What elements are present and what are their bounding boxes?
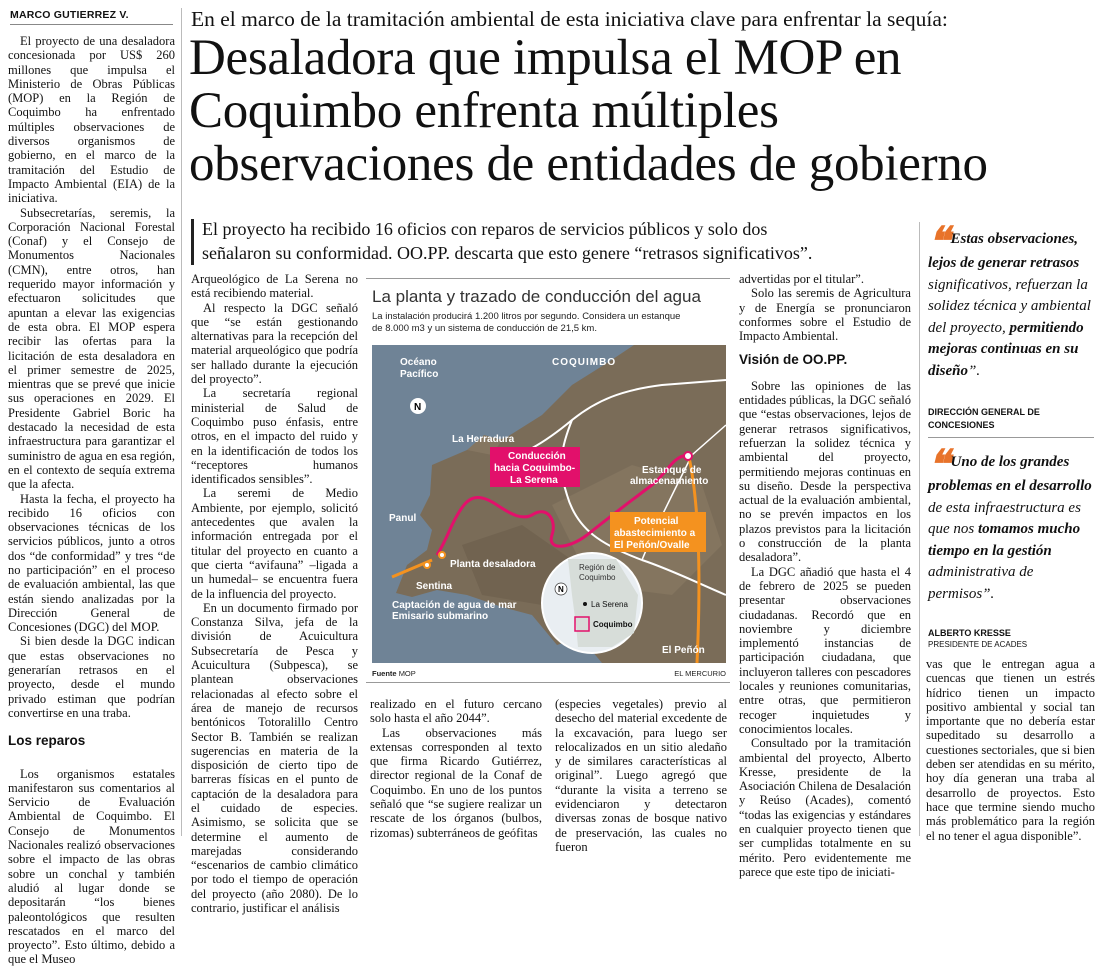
map-infographic xyxy=(366,278,730,685)
deck-line: El proyecto ha recibido 16 oficios con reparos de servicios públicos y solo dos xyxy=(202,219,768,239)
inset-region-label: Coquimbo xyxy=(579,573,616,582)
plant-marker xyxy=(439,552,445,558)
headline xyxy=(189,32,1099,191)
sentina-label: Sentina xyxy=(416,581,453,592)
deck-bar xyxy=(191,219,194,265)
headline-line: Desaladora que impulsa el MOP en xyxy=(189,30,902,86)
col5-lead: advertidas por el titular”. xyxy=(739,272,864,286)
pull-quote-2: ❝ Uno de los grandes problemas en el desarrollo de esta infraestructura es que nos tomamos mucho tiempo en la gestión administrativa de permisos”. xyxy=(928,442,1092,602)
col6-lead: vas que le entregan agua a cuencas que tienen un estrés hídrico tienen un impacto positivo ambiental y social tan importante que no debería estar supeditado su desarrollo a cuestiones sectoriales, que si bien deben ser atendidas en su mérito, hoy día generan una traba al desarrollo de proyectos. Esto hace que termine siendo mucho más problemático para la región el no tener el agua disponible”. xyxy=(926,657,1095,843)
supply-label: abastecimiento a xyxy=(614,528,696,539)
ocean-label: Océano xyxy=(400,357,437,368)
herradura-label: La Herradura xyxy=(452,434,515,445)
quote-2-source: ALBERTO KRESSE PRESIDENTE DE ACADES xyxy=(928,628,1028,649)
subhead-reparos: Los reparos xyxy=(8,733,86,749)
inset-coquimbo-label: Coquimbo xyxy=(593,620,633,629)
map-caption: La instalación producirá 1.200 litros por segundo. Considera un estanque de 8.000 m3 y un sistema de conducción de 21,5 km. xyxy=(372,311,681,334)
ocean-label: Pacífico xyxy=(400,369,439,380)
map-graphic xyxy=(372,345,726,663)
col5-paragraph: Solo las seremis de Agricultura y de Energía se pronunciaron conformes sobre el Estudio de Impacto Ambiental. xyxy=(739,286,911,344)
col4-lead: (especies vegetales) previo al desecho del material excedente de la excavación, para luego ser relocalizados en un sitio aledaño y de similares características al original”. Luego agregó que “durante la visita a terreno se evidenciaron y detectaron diversas zonas de bosque nativo de preservación, las cuales no fueron xyxy=(555,697,727,854)
intake-label: Captación de agua de mar xyxy=(392,600,517,611)
intake-marker xyxy=(424,562,430,568)
inset-serena-label: La Serena xyxy=(591,600,628,609)
byline-rule xyxy=(10,24,173,25)
col1-paragraph: Hasta la fecha, el proyecto ha recibido 16 oficios con observaciones técnicas de los servicios públicos, junto a otros dos “de conformidad” y tres “de no participación” en el proceso de evaluación ambiental, las que están siendo analizadas por la Dirección General de Concesiones (DGC) del MOP. xyxy=(8,491,175,635)
plant-label: Planta desaladora xyxy=(450,559,536,570)
quote-mark-icon: ❝ xyxy=(928,219,947,264)
subhead-vision: Visión de OO.PP. xyxy=(739,352,848,368)
tank-marker xyxy=(684,452,692,460)
col1-paragraph: Los organismos estatales manifestaron sus comentarios al Servicio de Evaluación Ambiental de Coquimbo. El Consejo de Monumentos Nacionales realizó observaciones sobre el impacto de las obras sobre un conchal y también aludió al lugar donde se depositarán “los bienes paleontológicos que resulten rescatados en el marco del proyecto”. Esto último, debido a que el Museo xyxy=(8,766,175,967)
col1-paragraph: Subsecretarías, seremis, la Corporación Nacional Forestal (Conaf) y el Consejo de Monumentos Nacionales (CMN), entre otros, han requerido mayor información y efectuaron solicitudes que apuntan a elevar las exigencias de esta obra. El MOP espera recibir las ofertas para la licitación de esta desaladora en el primer semestre de 2025, mientras que se prevé que inicie sus operaciones en 2029. El Presidente Gabriel Boric ha destacado la necesidad de esta infraestructura para garantizar el suministro de agua en esa región, en el contexto de sequía extrema que la afecta. xyxy=(8,205,175,492)
column-6 xyxy=(926,657,1095,843)
headline-line: observaciones de entidades de gobierno xyxy=(189,136,988,192)
col5-paragraph: La DGC añadió que hasta el 4 de febrero de 2025 se pueden presentar observaciones ciudadanas. Recordó que en noviembre y diciembre implementó instancias de participación ciudadana, que incluyeron talleres con pescadores locales y reuniones comunitarias, entre otras, que permitieron recoger inquietudes y conocimientos locales. xyxy=(739,564,911,736)
pull-quote-1: ❝ Estas observaciones, lejos de generar retrasos significativos, refuerzan la solidez técnica y ambiental del proyecto, permitiendo mejoras continuas en su diseño”. xyxy=(928,219,1091,379)
supply-label: El Peñón/Ovalle xyxy=(614,540,690,551)
map-top-rule xyxy=(366,278,730,279)
quote-divider xyxy=(928,437,1094,438)
inset-north-label: N xyxy=(558,585,564,594)
kicker: En el marco de la tramitación ambiental de esta iniciativa clave para enfrentar la sequía: xyxy=(191,7,948,31)
supply-label: Potencial xyxy=(634,516,679,527)
quote-1-source: DIRECCIÓN GENERAL DE CONCESIONES xyxy=(928,407,1040,430)
map-source: Fuente MOP xyxy=(372,669,416,678)
col2-paragraph: La seremi de Medio Ambiente, por ejemplo, solicitó antecedentes que avalen la información entregada por el titular del proyecto en cuanto a que cierta “avifauna” –ligada a un humedal– se encuentra fuera de la influencia del proyecto. xyxy=(191,486,358,601)
col2-lead: Arqueológico de La Serena no está recibiendo material. xyxy=(191,272,358,301)
map-title: La planta y trazado de conducción del agua xyxy=(372,287,701,306)
column-3 xyxy=(370,697,542,840)
deck-line: señalaron su conformidad. OO.PP. descarta que esto genere “retrasos significativos”. xyxy=(202,243,813,263)
panul-label: Panul xyxy=(389,513,417,524)
column-2 xyxy=(191,272,358,915)
column-rule xyxy=(919,222,920,836)
conduction-label: Conducción xyxy=(508,451,566,462)
inset-region-label: Región de xyxy=(579,563,616,572)
col3-paragraph: Las observaciones más extensas corresponden al texto que firma Ricardo Gutiérrez, director regional de la Conaf de Coquimbo. En uno de los puntos señaló que “se sugiere realizar un rescate de los órganos (bulbos, rizomas) subterráneos de geófitas xyxy=(370,725,542,840)
conduction-label: La Serena xyxy=(510,475,558,486)
tank-label: Estanque de xyxy=(642,465,702,476)
col2-paragraph: La secretaría regional ministerial de Salud de Coquimbo puso énfasis, entre otros, en el impacto del ruido y en la identificación de todos los “receptores humanos identificados sensibles”. xyxy=(191,386,358,487)
col2-paragraph: Al respecto la DGC señaló que “se están gestionando alternativas para la recepción del material arqueológico que podría ser hallado durante la ejecución del proyecto”. xyxy=(191,300,358,387)
byline: MARCO GUTIERREZ V. xyxy=(10,9,129,21)
penon-label: El Peñón xyxy=(662,645,705,656)
map-credit: EL MERCURIO xyxy=(674,669,726,678)
tank-label: almacenamiento xyxy=(630,476,709,487)
quote-mark-icon: ❝ xyxy=(928,442,947,487)
conduction-label: hacia Coquimbo- xyxy=(494,463,576,474)
region-label: COQUIMBO xyxy=(552,357,617,368)
deck xyxy=(202,217,912,265)
col5-paragraph: Consultado por la tramitación ambiental del proyecto, Alberto Kresse, presidente de la Asociación Chilena de Desalación y Reúso (Acades), comentó “todas las exigencias y estándares en cualquier proyecto tienen que ser cumplidas totalmente en su mérito. Pero evidentemente me parece que este tipo de iniciati- xyxy=(739,736,911,879)
column-1 xyxy=(8,34,175,967)
north-label: N xyxy=(414,402,422,413)
col1-paragraph: El proyecto de una desaladora concesionada por US$ 260 millones que impulsa el Ministerio de Obras Públicas (MOP) en la Región de Coquimbo ha enfrentado múltiples observaciones de diversos organismos de gobierno, en el marco de la tramitación del Estudio de Impacto Ambiental (EIA) de la iniciativa. xyxy=(8,34,175,206)
col3-lead: realizado en el futuro cercano solo hasta el año 2044”. xyxy=(370,697,542,726)
col2-paragraph: En un documento firmado por Constanza Silva, jefa de la división de Acuicultura Subsecretaría de Pesca y Acuicultura (Subpesca), se plantean observaciones relacionadas al efecto sobre el área de manejo de recursos bentónicos Totoralillo Centro Sector B. También se realizan sugerencias en materia de la disposición de cierto tipo de barreras físicas en el punto de captación de la desaladora para el cuidado de especies. Asimismo, se solicita que se determine el aumento de marejadas considerando “escenarios de cambio climático por todo el tiempo de operación del proyecto (año 2080). De lo contrario, justificar el análisis xyxy=(191,600,358,916)
headline-line: Coquimbo enfrenta múltiples xyxy=(189,83,779,139)
column-rule xyxy=(181,8,182,836)
col5-paragraph: Sobre las opiniones de las entidades públicas, la DGC señaló que “estas observaciones, lejos de generar retrasos significativos, refuerzan la solidez técnica y ambiental del proyecto, permitiendo mejoras continuas en su diseño. Desde la perspectiva actual de la evaluación ambiental, no se prevén impactos en los plazos previstos para la licitación o construcción de la planta desaladora”. xyxy=(739,378,911,565)
inset-serena-dot xyxy=(583,602,587,606)
column-5 xyxy=(739,272,911,879)
map-bottom-rule xyxy=(366,682,730,683)
outfall-label: Emisario submarino xyxy=(392,611,489,622)
col1-paragraph: Si bien desde la DGC indican que estas observaciones no generarían retrasos en el proyecto, desde el mundo privado estiman que podrían convertirse en una traba. xyxy=(8,634,175,720)
column-4 xyxy=(555,697,727,854)
